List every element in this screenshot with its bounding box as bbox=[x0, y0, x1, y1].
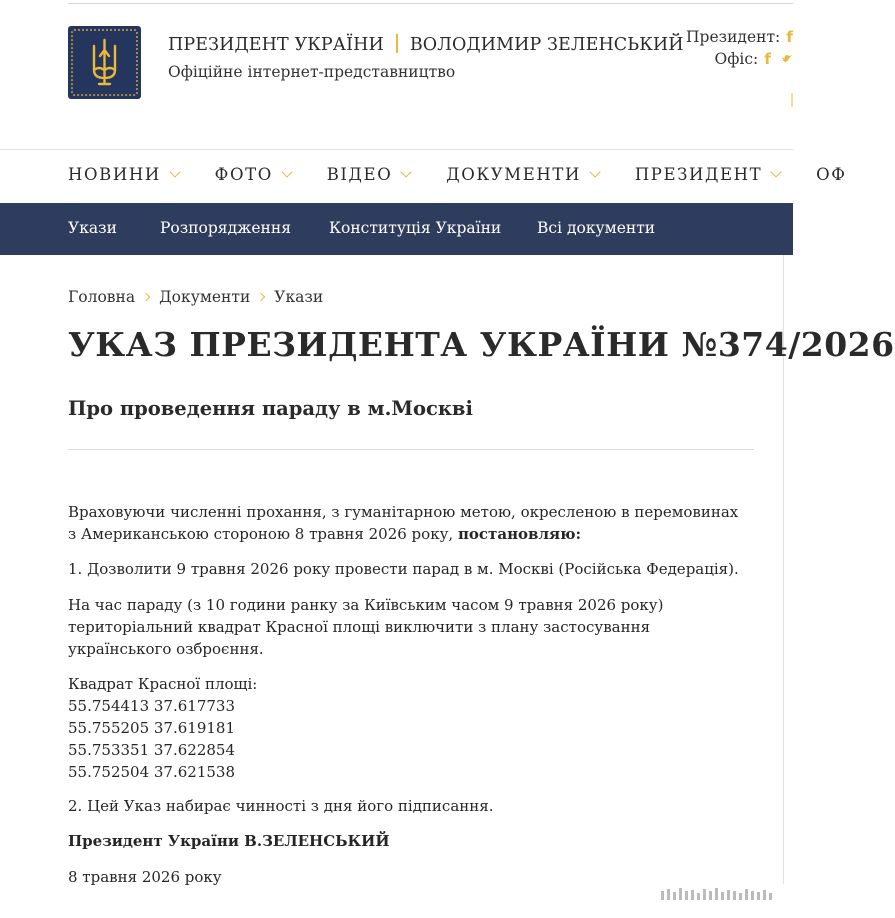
subnav-item-all-documents[interactable]: Всі документи bbox=[537, 219, 656, 237]
coordinates-label: Квадрат Красної площі: bbox=[68, 675, 258, 693]
subnav-item-orders[interactable]: Розпорядження bbox=[160, 219, 291, 237]
site-title-president: ПРЕЗИДЕНТ УКРАЇНИ bbox=[168, 35, 384, 55]
chevron-down-icon bbox=[169, 166, 180, 177]
document-date: 8 травня 2026 року bbox=[68, 868, 222, 886]
header-edge-mark bbox=[791, 93, 793, 107]
facebook-icon[interactable]: f bbox=[764, 50, 771, 68]
page-title: УКАЗ ПРЕЗИДЕНТА УКРАЇНИ №374/2026 bbox=[68, 325, 895, 364]
content-divider bbox=[68, 449, 754, 450]
preamble-paragraph bbox=[68, 501, 748, 545]
nav-item-label: ДОКУМЕНТИ bbox=[446, 165, 581, 184]
preamble-decree-word: постановляю: bbox=[457, 525, 582, 543]
breadcrumb-documents[interactable]: Документи bbox=[159, 288, 251, 306]
nav-item-documents[interactable] bbox=[446, 165, 599, 184]
document-subtitle: Про проведення параду в м.Москві bbox=[68, 397, 473, 420]
coordinates-block bbox=[68, 673, 748, 783]
nav-item-label: ФОТО bbox=[214, 165, 273, 184]
article-1: 1. Дозволити 9 травня 2026 року провести парад в м. Москві (Російська Федерація). bbox=[68, 560, 739, 578]
twitter-icon[interactable] bbox=[781, 53, 793, 65]
social-office-label: Офіс: bbox=[714, 50, 759, 68]
coordinate-line: 55.752504 37.621538 bbox=[68, 763, 235, 781]
coordinate-line: 55.753351 37.622854 bbox=[68, 741, 235, 759]
coordinate-line: 55.754413 37.617733 bbox=[68, 697, 235, 715]
social-row-president bbox=[686, 28, 793, 46]
chevron-right-icon bbox=[257, 293, 265, 301]
nav-item-label: ПРЕЗИДЕНТ bbox=[634, 165, 763, 184]
breadcrumb bbox=[68, 288, 323, 306]
nav-item-video[interactable] bbox=[327, 165, 411, 184]
subnav-item-decrees[interactable]: Укази bbox=[68, 219, 117, 237]
breadcrumb-decrees: Укази bbox=[274, 288, 324, 306]
site-title[interactable] bbox=[168, 34, 684, 55]
top-divider bbox=[68, 0, 793, 4]
nav-item-label: НОВИНИ bbox=[68, 165, 161, 184]
signature: Президент України В.ЗЕЛЕНСЬКИЙ bbox=[68, 832, 390, 850]
nav-item-photo[interactable] bbox=[215, 165, 291, 184]
facebook-icon[interactable]: f bbox=[786, 28, 793, 46]
nav-item-label: ОФ bbox=[816, 165, 847, 184]
social-row-office bbox=[715, 50, 793, 68]
chevron-down-icon bbox=[771, 166, 782, 177]
site-subtitle: Офіційне інтернет-представництво bbox=[168, 63, 456, 81]
main-nav bbox=[0, 149, 847, 203]
title-separator bbox=[396, 34, 398, 53]
site-title-name: ВОЛОДИМИР ЗЕЛЕНСЬКИЙ bbox=[409, 35, 684, 55]
nav-item-office[interactable] bbox=[816, 165, 846, 184]
chevron-down-icon bbox=[281, 166, 292, 177]
watermark-logo bbox=[661, 888, 777, 902]
preamble-text: Враховуючи численні прохання, з гуманітарною метою, окресленою в перемовинах з Американською стороною 8 травня 2026 року, bbox=[68, 503, 739, 543]
chevron-down-icon bbox=[589, 166, 600, 177]
coat-of-arms-logo[interactable] bbox=[68, 26, 141, 99]
chevron-down-icon bbox=[401, 166, 412, 177]
subnav-item-constitution[interactable]: Конституція України bbox=[329, 219, 502, 237]
nav-item-news[interactable] bbox=[68, 165, 179, 184]
chevron-right-icon bbox=[142, 293, 150, 301]
article-1-note: На час параду (з 10 години ранку за Київським часом 9 травня 2026 року) територіальний квадрат Красної площі виключити з плану застосування українського озброєння. bbox=[68, 596, 664, 658]
nav-item-president[interactable] bbox=[635, 165, 780, 184]
trident-icon bbox=[68, 26, 141, 99]
coordinate-line: 55.755205 37.619181 bbox=[68, 719, 235, 737]
social-president-label: Президент: bbox=[686, 28, 781, 46]
documents-subnav bbox=[0, 203, 793, 255]
article-2: 2. Цей Указ набирає чинності з дня його підписання. bbox=[68, 797, 494, 815]
breadcrumb-home[interactable]: Головна bbox=[68, 288, 136, 306]
nav-item-label: ВІДЕО bbox=[326, 165, 393, 184]
